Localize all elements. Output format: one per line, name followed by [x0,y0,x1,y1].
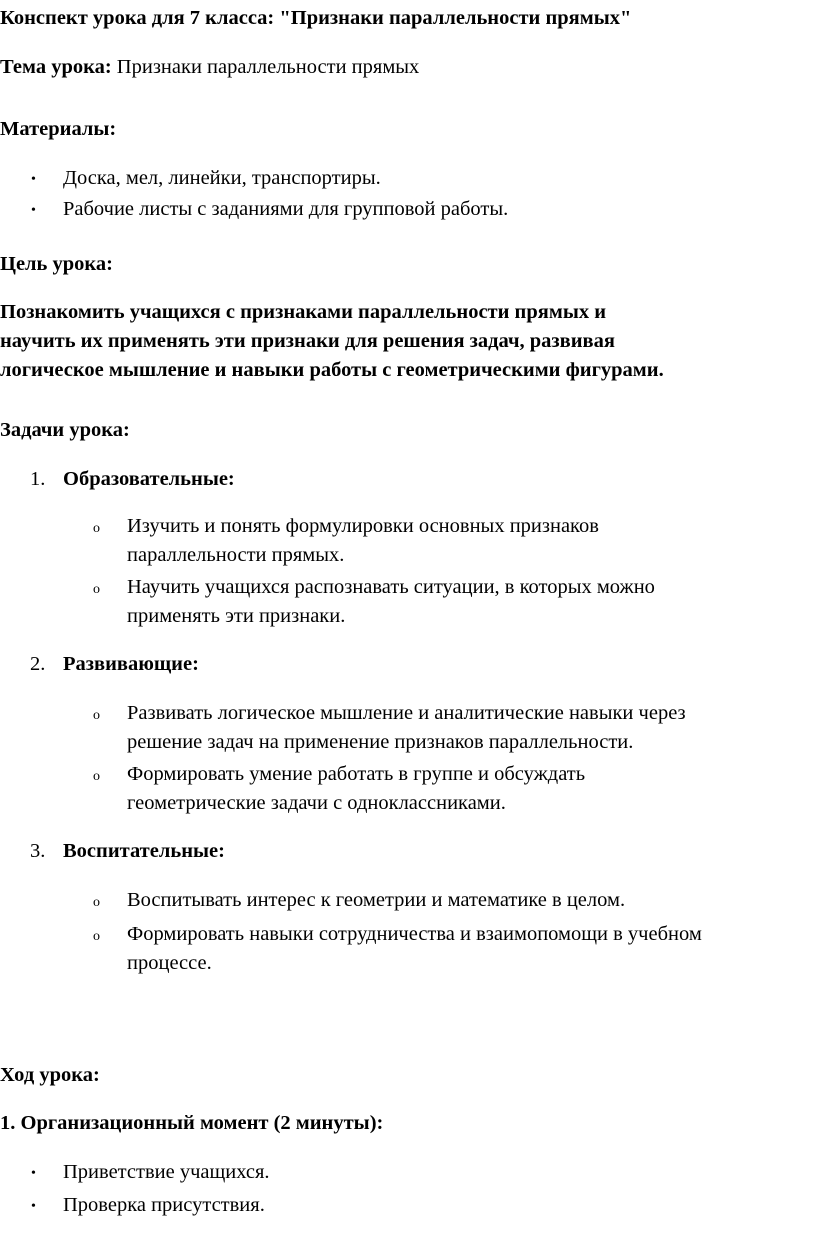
stage-1-title: 1. Организационный момент (2 минуты): [0,1112,384,1134]
bullet-icon: • [31,1166,36,1181]
circle-bullet-icon: o [93,895,100,910]
materials-heading: Материалы: [0,118,117,140]
topic-label: Тема урока: [0,56,112,78]
circle-bullet-icon: o [93,708,100,723]
bullet-icon: • [31,172,36,187]
goal-text: Познакомить учащихся с признаками параллельности прямых и научить их применять эти признаки для решения задач, развивая логическое мышление и навыки работы с геометрическими фигурами. [0,301,664,381]
topic-line [0,53,816,82]
topic-value: Признаки параллельности прямых [116,56,420,78]
document-title: Конспект урока для 7 класса: "Признаки параллельности прямых" [0,7,632,29]
bullet-icon: • [31,203,36,218]
circle-bullet-icon: o [93,929,100,944]
circle-bullet-icon: o [93,769,100,784]
circle-bullet-icon: o [93,521,100,536]
circle-bullet-icon: o [93,582,100,597]
procedure-heading: Ход урока: [0,1064,100,1086]
goal-heading: Цель урока: [0,253,113,275]
tasks-heading: Задачи урока: [0,419,130,441]
bullet-icon: • [31,1199,36,1214]
